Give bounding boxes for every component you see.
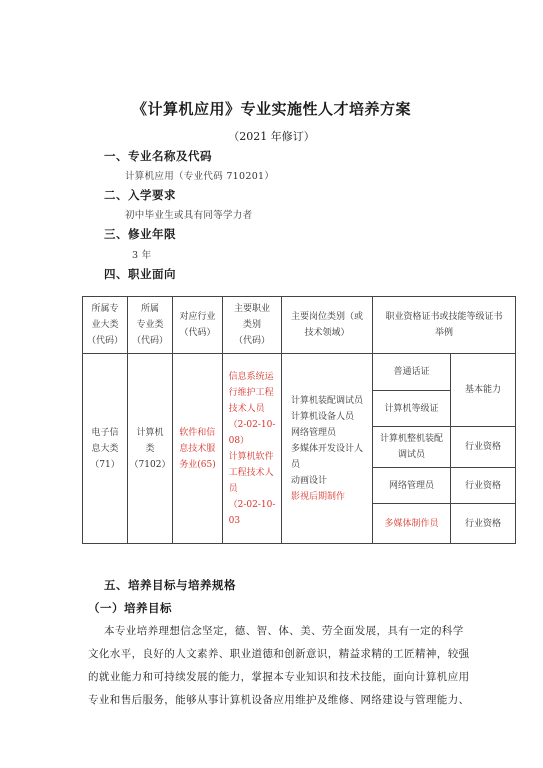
cell-text: 08） — [228, 435, 250, 446]
cell-text: 息大类 — [91, 443, 119, 454]
cert-name — [373, 427, 451, 468]
subsection-1-heading: （一）培养目标 — [88, 601, 172, 615]
cell-text: 计算机软件 — [228, 451, 274, 462]
position-item: 影视后期制作 — [290, 491, 345, 502]
cell-text: 工程技术人 — [228, 467, 274, 478]
paragraph-line: 本专业培养理想信念坚定，德、智、体、美、劳全面发展，具有一定的科学 — [104, 625, 464, 637]
paragraph-line: 的就业能力和可持续发展的能力，掌握本专业知识和技术技能，面向计算机应用 — [88, 671, 470, 683]
paragraph-line: 专业和售后服务，能够从事计算机设备应用维护及维修、网络建设与管理能力、 — [88, 694, 470, 706]
cert-level — [451, 427, 516, 468]
cell-text: 信息系统运 — [228, 371, 274, 382]
cell-text: 技术人员 — [228, 403, 265, 414]
cert-level — [451, 468, 516, 504]
position-item: 动画设计 — [290, 475, 327, 486]
cell-text: （7102） — [129, 459, 171, 470]
header-certificates — [373, 297, 516, 354]
section-3-text: 3 年 — [132, 250, 152, 261]
position-item: 多媒体开发设计人 — [290, 443, 363, 454]
position-item: 网络管理员 — [290, 427, 336, 438]
cell-text: 息技术服 — [179, 443, 216, 454]
cell-occupation — [223, 354, 282, 544]
section-1-heading: 一、专业名称及代码 — [104, 149, 212, 163]
cell-industry — [173, 354, 223, 544]
header-major-class — [128, 297, 173, 354]
cell-text: 行维护工程 — [228, 387, 274, 398]
cell-text: （2-02-10- — [228, 499, 276, 510]
cert-text: 普通话证 — [393, 367, 430, 377]
header-text: 职业资格证书或技能等级证书 — [385, 312, 503, 322]
header-text: （代码） — [233, 336, 270, 346]
cell-positions — [282, 354, 373, 544]
career-table — [82, 296, 516, 544]
cert-text: 计算机等级证 — [384, 403, 439, 414]
cell-text: （71） — [90, 459, 120, 470]
cert-text: 调试员 — [397, 450, 425, 460]
cell-text: 计算机 — [136, 427, 164, 438]
cell-text: 03 — [228, 515, 241, 526]
cert-name — [373, 468, 451, 504]
cell-text: 类 — [145, 443, 155, 454]
cert-level — [451, 354, 516, 427]
document-subtitle: （2021 年修订） — [228, 130, 315, 143]
header-text: （代码） — [131, 336, 168, 346]
section-1-text: 计算机应用（专业代码 710201） — [125, 171, 275, 182]
section-2-heading: 二、入学要求 — [104, 188, 176, 202]
cert-level-text: 行业资格 — [465, 480, 502, 491]
header-occupation — [223, 297, 282, 354]
cert-text: 网络管理员 — [388, 480, 434, 491]
cell-text: 软件和信 — [179, 427, 216, 438]
cell-major-class — [128, 354, 173, 544]
header-text: 主要职业 — [233, 304, 270, 314]
header-text: 所属专 — [91, 304, 119, 314]
header-text: 类别 — [242, 320, 261, 330]
header-text: 专业类 — [136, 320, 164, 330]
cert-name — [373, 504, 451, 544]
section-2-text: 初中毕业生或具有同等学力者 — [125, 210, 253, 221]
header-text: 主要岗位类别（或 — [290, 312, 363, 322]
cert-text: 多媒体制作员 — [384, 518, 439, 529]
header-text: 所属 — [140, 304, 159, 314]
cell-text: （2-02-10- — [228, 419, 276, 430]
section-4-heading: 四、职业面向 — [104, 267, 176, 281]
cert-text: 计算机整机装配 — [379, 434, 443, 444]
cert-level-text: 行业资格 — [465, 518, 502, 529]
cert-level-text: 行业资格 — [465, 442, 502, 452]
section-3-heading: 三、修业年限 — [104, 227, 176, 241]
header-text: （代码） — [86, 336, 123, 346]
position-item: 计算机设备人员 — [290, 411, 354, 422]
cert-level-text: 基本能力 — [465, 385, 502, 395]
header-text: 对应行业 — [179, 312, 216, 322]
header-positions — [282, 297, 373, 354]
position-item: 员 — [290, 459, 300, 470]
cert-level — [451, 504, 516, 544]
header-major-category — [83, 297, 128, 354]
cell-text: 电子信 — [91, 427, 119, 438]
cell-text: 务业(65) — [179, 459, 216, 470]
header-text: 举例 — [435, 328, 454, 338]
header-text: （代码） — [179, 328, 216, 338]
document-title: 《计算机应用》专业实施性人才培养方案 — [131, 100, 411, 118]
header-industry — [173, 297, 223, 354]
cert-name — [373, 391, 451, 427]
paragraph-line: 文化水平，良好的人文素养、职业道德和创新意识，精益求精的工匠精神，较强 — [88, 648, 470, 660]
cell-text: 员 — [228, 483, 238, 494]
cert-name — [373, 354, 451, 391]
section-5-heading: 五、培养目标与培养规格 — [104, 578, 236, 592]
header-text: 技术领域） — [304, 328, 350, 338]
position-item: 计算机装配调试员 — [290, 395, 363, 406]
cell-major-category — [83, 354, 128, 544]
header-text: 业大类 — [91, 320, 119, 330]
